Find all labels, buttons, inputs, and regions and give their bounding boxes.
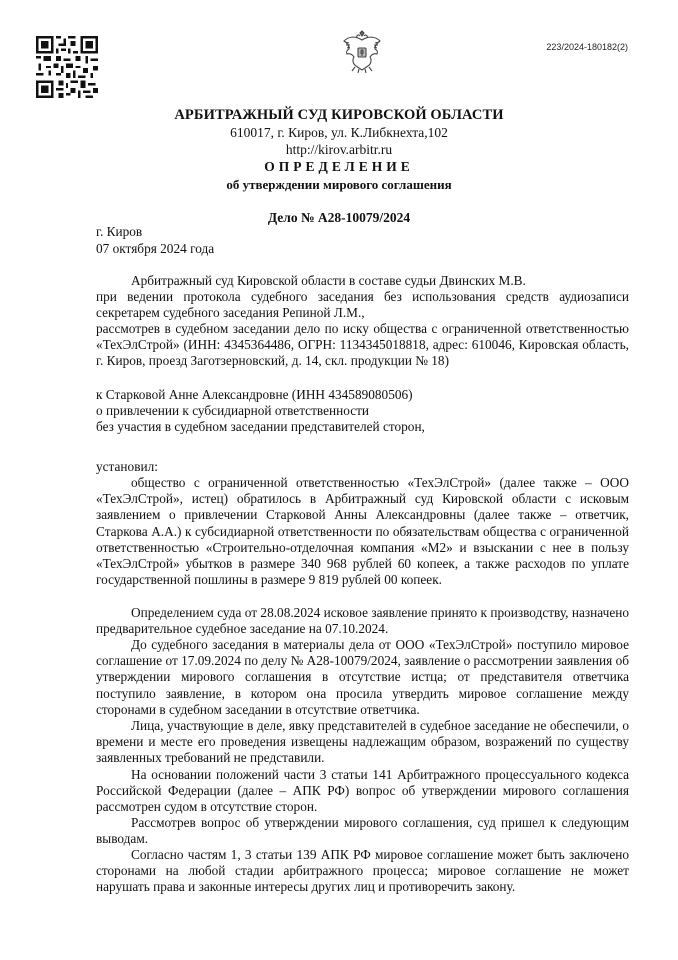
qr-code-icon: [36, 36, 98, 98]
case-number: Дело № А28-10079/2024: [267, 210, 411, 225]
city: г. Киров: [96, 224, 143, 239]
document-subject: об утверждении мирового соглашения: [226, 177, 452, 192]
intro-protocol: при ведении протокола судебного заседания без использования средств аудиозаписи секретарем судебного заседания Репиной Л.М.,: [96, 289, 629, 321]
court-name: АРБИТРАЖНЫЙ СУД КИРОВСКОЙ ОБЛАСТИ: [174, 107, 504, 123]
intro-subject: о привлечении к субсидиарной ответственности: [96, 403, 370, 418]
document-type: ОПРЕДЕЛЕНИЕ: [264, 159, 414, 174]
decision-date: 07 октября 2024 года: [96, 241, 215, 256]
body-paragraph-7: Согласно частям 1, 3 статьи 139 АПК РФ мировое соглашение может быть заключено сторонами на любой стадии арбитражного процесса; мировое соглашение не может нарушать права и законные интересы других лиц и противоречить закону.: [96, 847, 629, 895]
intro-defendant: к Старковой Анне Александровне (ИНН 434589080506): [96, 387, 413, 402]
body-paragraph-1: общество с ограниченной ответственностью «ТехЭлСтрой» (далее также – ООО «ТехЭлСтрой», истец) обратилось в Арбитражный суд Кировской области с исковым заявлением о привлечении Старковой Анны Александровны (далее также – ответчик, Старкова А.А.) к субсидиарной ответственности по обязательствам общества с ограниченной ответственностью «Строительно-отделочная компания «М2» и взыскании с нее в пользу «ТехЭлСтрой» убытков в размере 340 968 рублей 60 копеек, а также расходов по уплате государственной пошлины в размере 9 819 рублей 00 копеек.: [96, 475, 629, 588]
body-paragraph-6: Рассмотрев вопрос об утверждении мирового соглашения, суд пришел к следующим выводам.: [96, 815, 629, 847]
court-website: http://kirov.arbitr.ru: [285, 142, 393, 157]
coat-of-arms-icon: [340, 30, 384, 74]
established-label: установил:: [96, 459, 158, 474]
court-address: 610017, г. Киров, ул. К.Либкнехта,102: [230, 125, 448, 140]
intro-court-judge: Арбитражный суд Кировской области в составе судьи Двинских М.В.: [131, 273, 526, 288]
intro-plaintiff: рассмотрев в судебном заседании дело по иску общества с ограниченной ответственностью «ТехЭлСтрой» (ИНН: 4345364486, ОГРН: 1134345018818, адрес: 610046, Кировская область, г. Киров, проезд Заготзерновский, д. 14, скл. продукции № 18): [96, 321, 629, 369]
body-paragraph-3: До судебного заседания в материалы дела от ООО «ТехЭлСтрой» поступило мировое соглашение от 17.09.2024 по делу № А28-10079/2024, заявление о рассмотрении заявления об утверждении мирового соглашения в отсутствие истца; от представителя ответчика поступило заявление, в котором она просила утвердить мировое соглашение между сторонами в судебном заседании в отсутствие ответчика.: [96, 637, 629, 717]
body-paragraph-5: На основании положений части 3 статьи 141 Арбитражного процессуального кодекса Российской Федерации (далее – АПК РФ) вопрос об утверждении мирового соглашения рассмотрен судом в отсутствие сторон.: [96, 767, 629, 815]
body-paragraph-2: Определением суда от 28.08.2024 исковое заявление принято к производству, назначено предварительное судебное заседание на 07.10.2024.: [96, 605, 629, 637]
intro-parties: без участия в судебном заседании представителей сторон,: [96, 419, 425, 434]
body-paragraph-4: Лица, участвующие в деле, явку представителей в судебное заседание не обеспечили, о времени и месте его проведения извещены надлежащим образом, возражений по существу заявленных требований не представили.: [96, 718, 629, 766]
document-number: 223/2024-180182(2): [546, 42, 628, 52]
